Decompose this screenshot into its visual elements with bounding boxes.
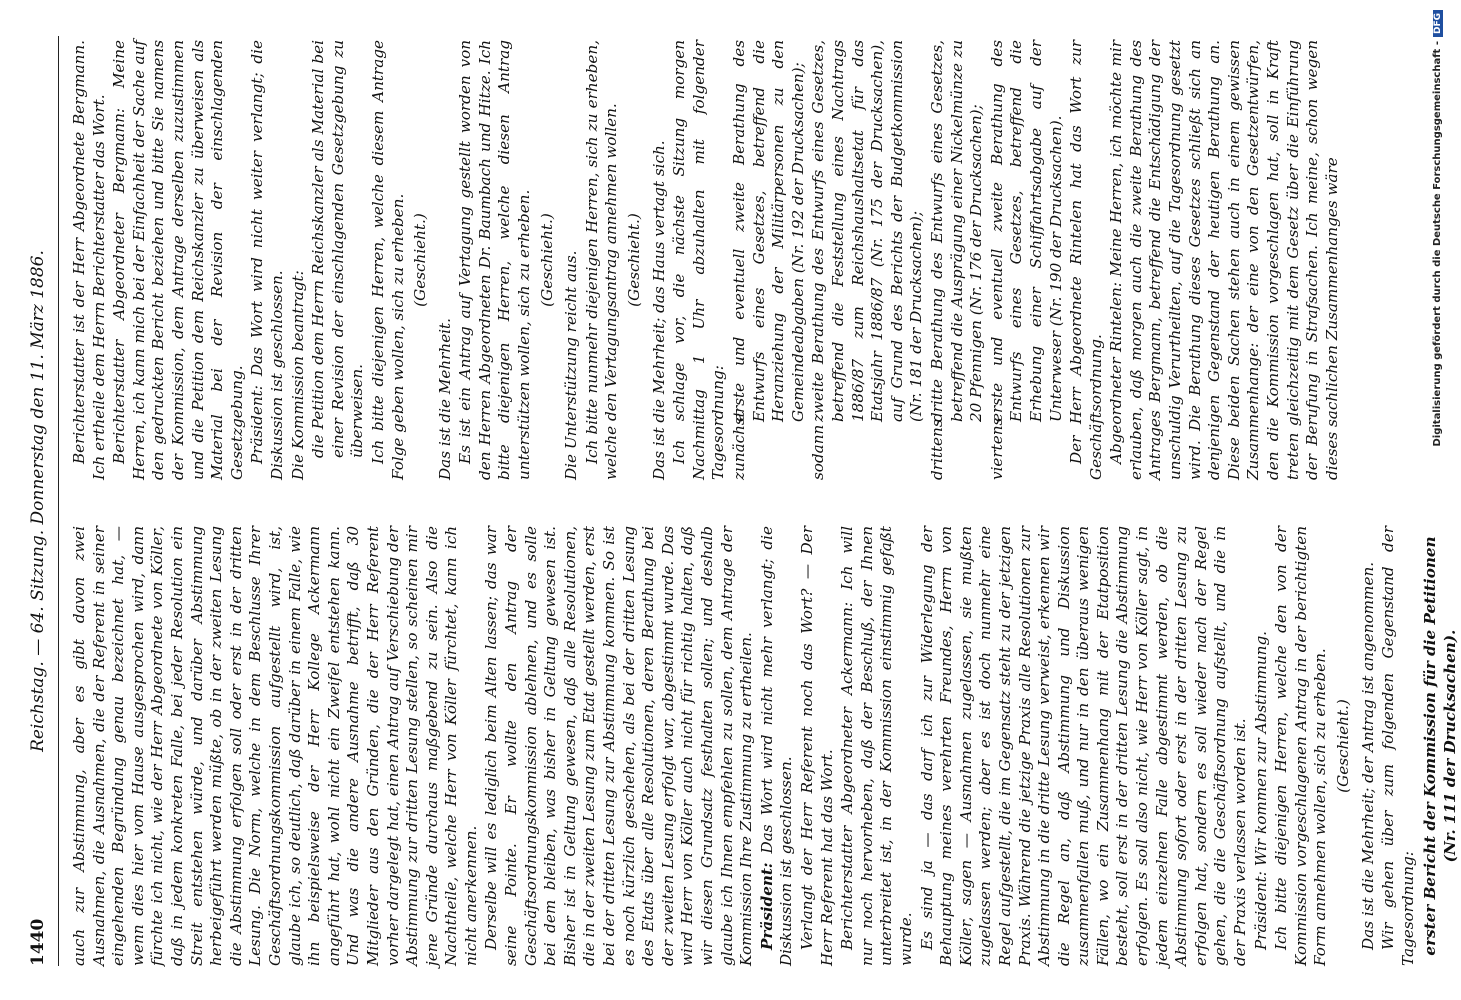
speaker-label: Präsident: [757,862,776,950]
stage-direction: (Geschieht.) [537,213,556,307]
president-statement [758,526,797,966]
paragraph: auch zur Abstimmung, aber es gibt davon zwei Ausnahmen, die Ausnahmen, die der Referent in seiner eingehenden Begründung genau bezeichnet hat, — wenn dies hier vom Hause ausgesprochen wird, dann fürchte ich nicht, wie der Herr Abgeordnete von Köller, daß in jedem konkreten Falle, bei jeder Resolution ein Streit entstehen würde, und darüber Abstimmung herbeigeführt werden müßte, ob in der zweiten Lesung die Abstimmung erfolgen soll oder erst in der dritten Lesung. Die Norm, welche in dem Beschlusse Ihrer Geschäftsordnungskommission aufgestellt wird, ist, glaube ich, so deutlich, daß darüber in einem Falle, wie ihn beispielsweise der Herr Kollege Ackermann angeführt hat, wohl nicht ein Zweifel entstehen kann. Und was die andere Ausnahme betrifft, daß 30 Mitglieder aus den Gründen, die der Herr Referent vorher dargelegt hat, einen Antrag auf Verschiebung der Abstimmung zur dritten Lesung stellen, so scheinen mir jene Gründe durchaus maßgebend zu sein. Also die Nachtheile, welche Herr von Köller fürchtet, kann ich nicht anerkennen. [70,526,480,966]
paragraph: Wir gehen über zum folgenden Gegenstand der Tagesordnung: [1379,526,1417,966]
agenda-item-4 [988,40,1066,480]
digitization-notice [1432,10,1443,990]
page-number: 1440 [28,918,48,966]
paragraph: Präsident: Wir kommen zur Abstimmung. [1251,631,1270,950]
paragraph: Die Kommission beantragt: [288,270,307,480]
stage-direction: (Geschieht.) [1334,699,1352,793]
paragraph: Ich schlage vor, die nächste Sitzung morgen Nachmittag 1 Uhr abzuhalten mit folgender Tagesordnung: [670,40,728,480]
paragraph: Der Herr Abgeordnete Rintelen hat das Wort zur Geschäftsordnung. [1067,40,1105,480]
agenda-item-1 [730,40,808,480]
paragraph: Berichterstatter ist der Herr Abgeordnete Bergmann. Ich ertheile dem Herrn Berichterstatter das Wort. [70,40,108,480]
page-header [22,36,59,966]
agenda-item-label: zunächst [730,411,748,480]
agenda-item-text: erste und eventuell zweite Berathung des Entwurfs eines Gesetzes, betreffend die Heranziehung der Militärpersonen zu den Gemeindeabgaben (Nr. 192 der Drucksachen); [730,40,807,422]
paragraph: Ich bitte diejenigen Herren, welche diesem Antrage Folge geben wollen, sich zu erheben. [368,40,407,480]
left-column [70,526,1459,966]
right-column [70,40,1340,480]
paragraph: Das ist die Mehrheit; der Antrag ist angenommen. [1358,561,1377,950]
agenda-item-text: dritte Berathung des Entwurfs eines Gesetzes, betreffend die Ausprägung einer Nickelmünze zu 20 Pfennigen (Nr. 176 der Drucksachen); [927,40,986,422]
paragraph: Abgeordneter Rintelen: Meine Herren, ich möchte mir erlauben, daß morgen auch die zweite Berathung des Antrages Bergmann, betreffend die Entschädigung der unschuldig Verurtheilten, auf die Tagesordnung gesetzt wird. Die Berathung dieses Gesetzes schließt sich an denjenigen Gegenstand der heutigen Berathung an. Diese beiden Sachen stehen auch in einem gewissen Zusammenhange: der eine von den Gesetzentwürfen, den die Kommission vorgeschlagen hat, soll in Kraft treten gleichzeitig mit dem Gesetz über die Einführung der Berufung in Strafsachen. Ich meine, schon wegen dieses sachlichen Zusammenhanges wäre [1107,40,1341,480]
stage-direction: (Geschieht.) [411,213,430,307]
paragraph: Die Unterstützung reicht aus. [562,250,581,480]
statement-text: Das Wort wird nicht mehr verlangt; die Diskussion ist geschlossen. [757,526,796,966]
paragraph: Ich bitte diejenigen Herren, welche den von der Kommission vorgeschlagenen Antrag in der berichtigten Form annehmen wollen, sich zu erheben. [1272,526,1330,966]
agenda-item-text: zweite Berathung des Entwurfs eines Gesetzes, betreffend die Feststellung eines Nachtrags 1886/87 zum Reichshaushaltsetat für das Etatsjahr 1886/87 (Nr. 175 der Drucksachen), auf Grund des Berichts der Budgetkommission (Nr. 181 der Drucksachen); [809,40,926,422]
paragraph: Derselbe will es lediglich beim Alten lassen; das war seine Pointe. Er wollte den Antrag der Geschäftsordnungskommission ablehnen, und es solle bei dem bleiben, was bisher in Geltung gewesen ist. Bisher ist in Geltung gewesen, daß alle Resolutionen, die in der zweiten Lesung zum Etat gestellt werden, erst bei der dritten Lesung zur Abstimmung kommen. So ist es noch kürzlich geschehen, als bei der dritten Lesung des Etats über alle Resolutionen, deren Berathung bei der zweiten Lesung erfolgt war, abgestimmt wurde. Das wird Herr von Köller auch nicht für richtig halten, daß wir diesen Grundsatz festhalten sollen; und deshalb glaube ich Ihnen empfehlen zu sollen, dem Antrage der Kommission Ihre Zustimmung zu ertheilen. [482,526,756,966]
dfg-logo: DFG [1433,10,1443,37]
agenda-item-label: viertens [987,417,1006,480]
paragraph: Berichterstatter Abgeordneter Ackermann: Ich will nur noch hervorheben, daß der Beschluß, der Ihnen unterbreitet ist, in der Kommission einstimmig gefaßt wurde. [838,526,915,966]
agenda-item-3 [928,40,987,480]
running-title: Reichstag. — 64. Sitzung. Donnerstag den 11. März 1886. [28,250,48,752]
paragraph: Es sind ja — das darf ich zur Widerlegung der Behauptung meines verehrten Freundes, Herrn von Köller, sagen — Ausnahmen zugelassen, sie mußten zugelassen werden; aber es ist doch nunmehr eine Regel aufgestellt, die im Gegensatz steht zu der jetzigen Praxis. Während die jetzige Praxis alle Resolutionen zur Abstimmung in die dritte Lesung verweist, erkennen wir die Regel an, daß Abstimmung und Diskussion zusammenfallen muß, und nur in den überaus wenigen Fällen, wo ein Zusammenhang mit der Etatposition besteht, soll erst in der dritten Lesung die Abstimmung erfolgen. Es soll also nicht, wie Herr von Köller sagt, in jedem einzelnen Falle abgestimmt werden, ob die Abstimmung sofort oder erst in der dritten Lesung zu erfolgen hat, sondern es soll wieder nach der Regel gehen, die die Geschäftsordnung aufstellt, und die in der Praxis verlassen worden ist. [917,526,1250,966]
paragraph: Präsident: Das Wort wird nicht weiter verlangt; die Diskussion ist geschlossen. [248,40,286,480]
agenda-item-2 [809,40,927,480]
motion-text: die Petition dem Herrn Reichskanzler als Material bei einer Revision der einschlagenden Gesetzgebung zu überweisen. [309,40,367,458]
paragraph: Berichterstatter Abgeordneter Bergmann: Meine Herren, ich kann mich bei der Einfachheit der Sache auf den gedruckten Bericht beziehen und bitte Sie namens der Kommission, dem Antrage derselben zuzustimmen und die Petition dem Reichskanzler zu überweisen als Material bei der Revision der einschlagenden Gesetzgebung. [110,40,246,480]
paragraph: Es ist ein Antrag auf Vertagung gestellt worden von den Herren Abgeordneten Dr. Baumbach und Hitze. Ich bitte diejenigen Herren, welche diesen Antrag unterstützen wollen, sich zu erheben. [456,40,534,480]
agenda-item-label: drittens [927,419,946,480]
paragraph: Ich bitte nunmehr diejenigen Herren, sich zu erheben, welche den Vertagungsantrag annehmen wollen. [582,40,621,480]
digitization-sidebar [1418,8,1430,988]
paragraph: Verlangt der Herr Referent noch das Wort? — Der Herr Referent hat das Wort. [797,526,836,966]
agenda-heading: erster Bericht der Kommission für die Petitionen (Nr. 111 der Drucksachen). [1421,536,1459,956]
notice-text: Digitalisierung gefördert durch die Deutsche Forschungsgemeinschaft - [1432,41,1443,447]
agenda-item-label: sodann [809,424,828,480]
agenda-item-text: erste und eventuell zweite Berathung des Entwurfs eines Gesetzes, betreffend die Erhebung einer Schiffahrtsabgabe auf der Unterweser (Nr. 190 der Drucksachen). [987,40,1065,422]
stage-direction: (Geschieht.) [625,213,644,307]
paragraph: Das ist die Mehrheit. [435,318,454,480]
paragraph: Das ist die Mehrheit; das Haus vertagt sich. [649,140,668,480]
